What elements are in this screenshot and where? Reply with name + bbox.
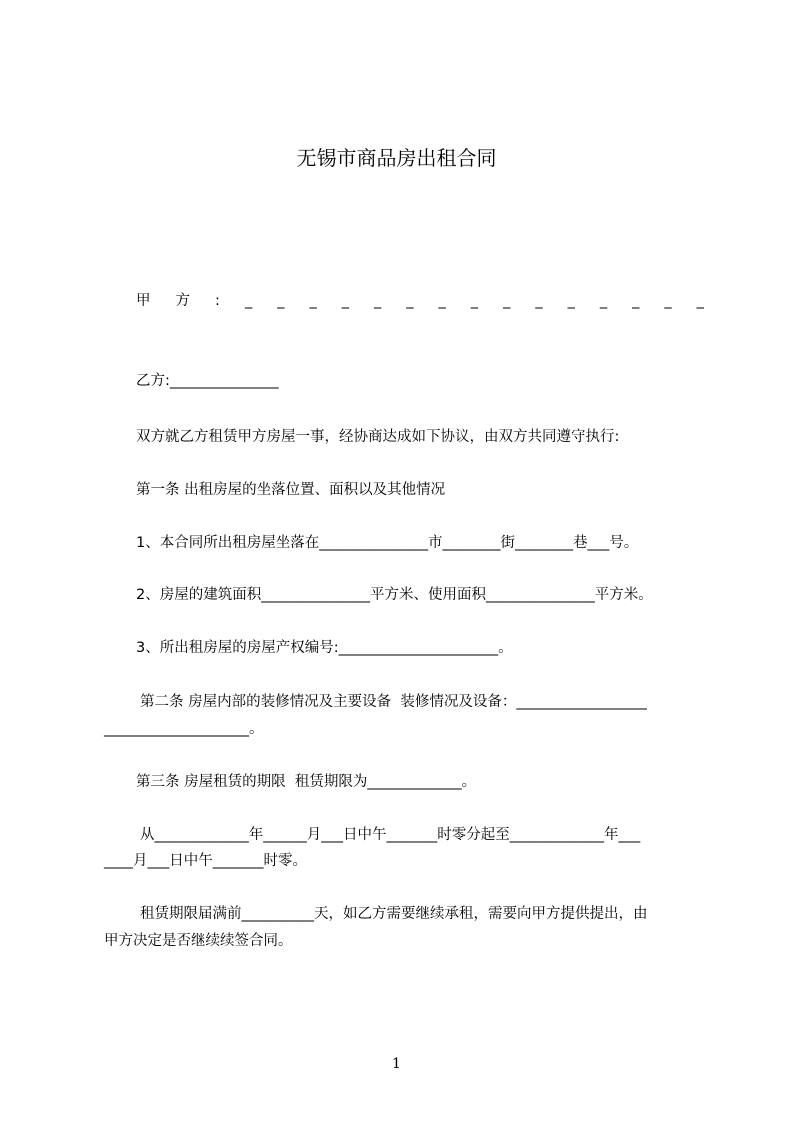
term-from-line-2: ____月___日中午_______时零。 (104, 853, 307, 869)
party-b-line: 乙方:_______________ (136, 373, 279, 389)
party-a-blank: _ (503, 293, 511, 309)
party-a-line (136, 291, 704, 311)
party-a-char: : (215, 293, 220, 309)
party-a-char: 方 (175, 293, 191, 309)
article-1-item-2: 2、房屋的建筑面积_______________平方米、使用面积_______________平方米。 (136, 587, 653, 603)
article-1-item-1: 1、本合同所出租房屋坐落在_______________市________街________巷___号。 (136, 535, 639, 551)
article-1-title: 第一条 出租房屋的坐落位置、面积以及其他情况 (136, 482, 446, 498)
party-a-blank: _ (374, 293, 382, 309)
party-a-blank: _ (406, 293, 414, 309)
party-a-blank: _ (535, 293, 543, 309)
party-a-blank: _ (664, 293, 672, 309)
party-a-blank: _ (696, 293, 704, 309)
article-2-line-2: ____________________。 (104, 721, 264, 737)
party-a-blank: _ (244, 293, 253, 309)
party-a-blank: _ (277, 293, 285, 309)
party-a-blank: _ (632, 293, 640, 309)
article-3-line: 第三条 房屋租赁的期限 租赁期限为_____________。 (136, 774, 477, 790)
intro-paragraph: 双方就乙方租赁甲方房屋一事，经协商达成如下协议，由双方共同遵守执行: (136, 429, 620, 445)
party-a-blank: _ (599, 293, 608, 309)
party-a-blank: _ (567, 293, 575, 309)
expiry-line-2: 甲方决定是否继续续签合同。 (104, 933, 293, 949)
party-a-char: 甲 (136, 293, 151, 309)
article-1-item-3: 3、所出租房屋的房屋产权编号:______________________。 (136, 640, 513, 656)
term-from-line-1: 从_____________年______月___日中午_______时零分起至_____________年___ (140, 827, 641, 843)
document-title: 无锡市商品房出租合同 (296, 146, 497, 170)
party-a-blank: _ (470, 293, 479, 309)
expiry-line-1: 租赁期限届满前__________天，如乙方需要继续承租，需要向甲方提供提出，由 (140, 906, 648, 922)
party-a-blank: _ (309, 293, 317, 309)
page-number: 1 (392, 1056, 401, 1072)
article-2-line-1: 第二条 房屋内部的装修情况及主要设备 装修情况及设备：__________________ (140, 694, 647, 710)
party-a-blank: _ (341, 293, 349, 309)
party-a-blank: _ (438, 293, 446, 309)
